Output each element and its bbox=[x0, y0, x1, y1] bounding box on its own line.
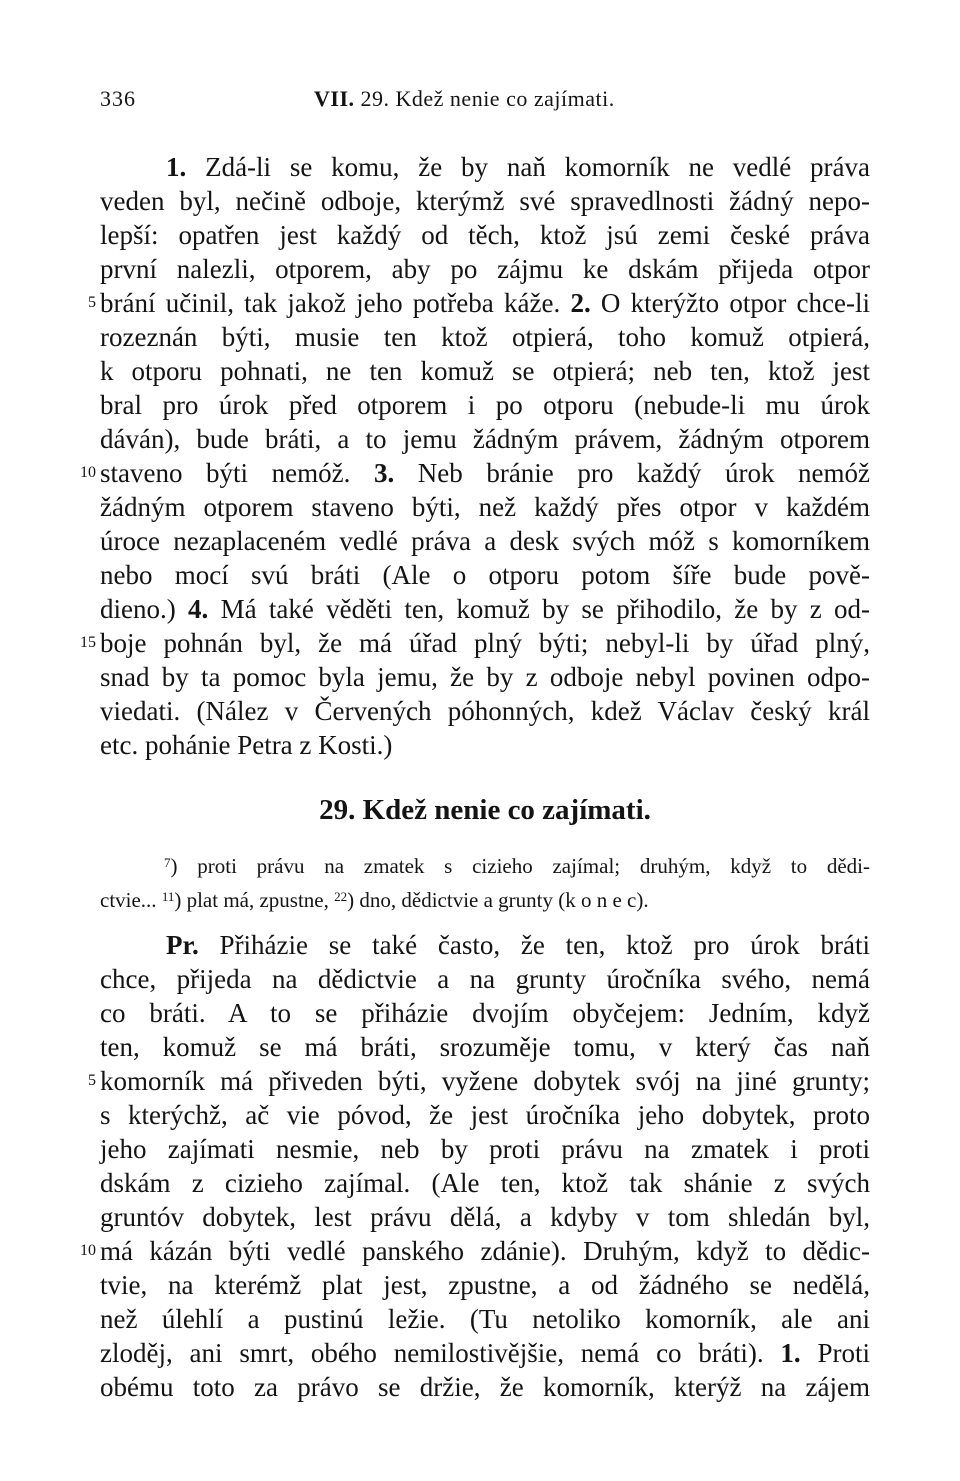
note-number: 11 bbox=[161, 889, 175, 904]
text-line: nebo mocí svú bráti (Ale o otporu potom šíře bude pově- bbox=[100, 560, 870, 590]
paragraph-marker: 2. bbox=[570, 288, 591, 318]
text-line: 1. Zdá-li se komu, že by naň komorník ne vedlé práva bbox=[166, 152, 871, 182]
running-title: 29. Kdež nenie co zajímati. bbox=[360, 86, 615, 111]
text-line: bral pro úrok před otporem i po otporu (nebude-li mu úrok bbox=[100, 390, 870, 420]
text-line: Pr. Přiházie se také často, že ten, ktož pro úrok bráti bbox=[166, 930, 870, 960]
page-header bbox=[100, 86, 870, 116]
text-line: co bráti. A to se přiházie dvojím obyčejem: Jedním, když bbox=[100, 998, 870, 1028]
line-number: 10 bbox=[80, 1242, 96, 1259]
text-line: než úlehlí a pustinú ležie. (Tu netoliko komorník, ale ani bbox=[100, 1304, 870, 1334]
text-line: s kterýchž, ač vie póvod, že jest úročníka jeho dobytek, proto bbox=[100, 1100, 870, 1130]
text-line: úroce nezaplaceném vedlé práva a desk svých móž s komorníkem bbox=[100, 526, 870, 556]
text-line: lepší: opatřen jest každý od těch, ktož jsú zemi české práva bbox=[100, 220, 870, 250]
paragraph-marker: Pr. bbox=[166, 930, 199, 960]
text-line: dieno.) 4. Má také věděti ten, komuž by se přihodilo, že by z od- bbox=[100, 594, 871, 624]
text-line: 5 brání učinil, tak jakož jeho potřeba káže. 2. O kterýžto otpor chce-li bbox=[100, 286, 870, 320]
text-line: 10 staveno býti nemóž. 3. Neb bránie pro každý úrok nemóž bbox=[80, 458, 871, 488]
paragraph-marker: 4. bbox=[188, 594, 209, 624]
text-line: dáván), bude bráti, a to jemu žádným právem, žádným otporem bbox=[100, 424, 870, 454]
variant-notes bbox=[100, 846, 870, 914]
text-line: žádným otporem staveno býti, než každý přes otpor v každém bbox=[100, 492, 870, 522]
text-line: chce, přijeda na dědictvie a na grunty úročníka svého, nemá bbox=[100, 964, 870, 994]
section-title: 29. Kdež nenie co zajímati. bbox=[319, 794, 651, 826]
line-number: 5 bbox=[88, 294, 96, 311]
note-number: 7 bbox=[164, 855, 171, 870]
paragraph-marker: 1. bbox=[166, 152, 187, 182]
paragraph-marker: 3. bbox=[373, 458, 395, 488]
note-line: $^7$) proti právu na zmatek s cizieho zajímal; druhým, když to dědi- bbox=[164, 854, 870, 878]
text-line: jeho zajímati nesmie, neb by proti právu na zmatek i proti bbox=[100, 1134, 870, 1164]
text-line: obému toto za právo se držie, že komorník, kterýž na zájem bbox=[100, 1372, 870, 1402]
text-line: veden byl, nečině odboje, kterýmž své spravedlnosti žádný nepo- bbox=[100, 186, 870, 216]
page-number: 336 bbox=[100, 86, 136, 111]
text-line: etc. pohánie Petra z Kosti.) bbox=[100, 730, 393, 760]
line-number: 10 bbox=[80, 464, 96, 481]
section-29-text bbox=[80, 928, 871, 1404]
text-line: rozeznán býti, musie ten ktož otpierá, toho komuž otpierá, bbox=[100, 322, 870, 352]
text-line: ten, komuž se má bráti, srozuměje tomu, v který čas naň bbox=[100, 1032, 870, 1062]
note-line: ctvie... $^{11}$) plat má, zpustne, $^{22}$) dno, dědictvie a grunty (k o n e c). bbox=[100, 888, 649, 912]
paragraph-marker: 1. bbox=[780, 1338, 801, 1368]
text-line: tvie, na kterémž plat jest, zpustne, a od žádného se nedělá, bbox=[100, 1270, 870, 1300]
line-number: 15 bbox=[80, 634, 96, 651]
chapter-number: VII. bbox=[314, 86, 355, 111]
text-line: viedati. (Nález v Červených póhonných, kdež Václav český král bbox=[100, 696, 870, 726]
text-line: první nalezli, otporem, aby po zájmu ke dskám přijeda otpor bbox=[100, 254, 870, 284]
line-number: 5 bbox=[88, 1072, 96, 1089]
text-line: zloděj, ani smrt, obého nemilostivějšie, nemá co bráti). 1. Proti bbox=[100, 1338, 871, 1368]
section-28-text bbox=[80, 150, 871, 762]
running-head bbox=[314, 86, 615, 112]
text-line: 10 má kázán býti vedlé panského zdánie). Druhým, když to dědic- bbox=[80, 1236, 870, 1266]
text-line: 5 komorník má přiveden býti, vyžene dobytek svój na jiné grunty; bbox=[100, 1064, 870, 1098]
text-line: 15 boje pohnán byl, že má úřad plný býti; nebyl-li by úřad plný, bbox=[80, 628, 870, 658]
text-line: k otporu pohnati, ne ten komuž se otpierá; neb ten, ktož jest bbox=[100, 356, 870, 386]
note-number: 22 bbox=[334, 889, 348, 904]
text-line: dskám z cizieho zajímal. (Ale ten, ktož tak shánie z svých bbox=[100, 1168, 870, 1198]
text-line: gruntóv dobytek, lest právu dělá, a kdyby v tom shledán byl, bbox=[100, 1202, 870, 1232]
text-line: snad by ta pomoc byla jemu, že by z odboje nebyl povinen odpo- bbox=[100, 662, 870, 692]
